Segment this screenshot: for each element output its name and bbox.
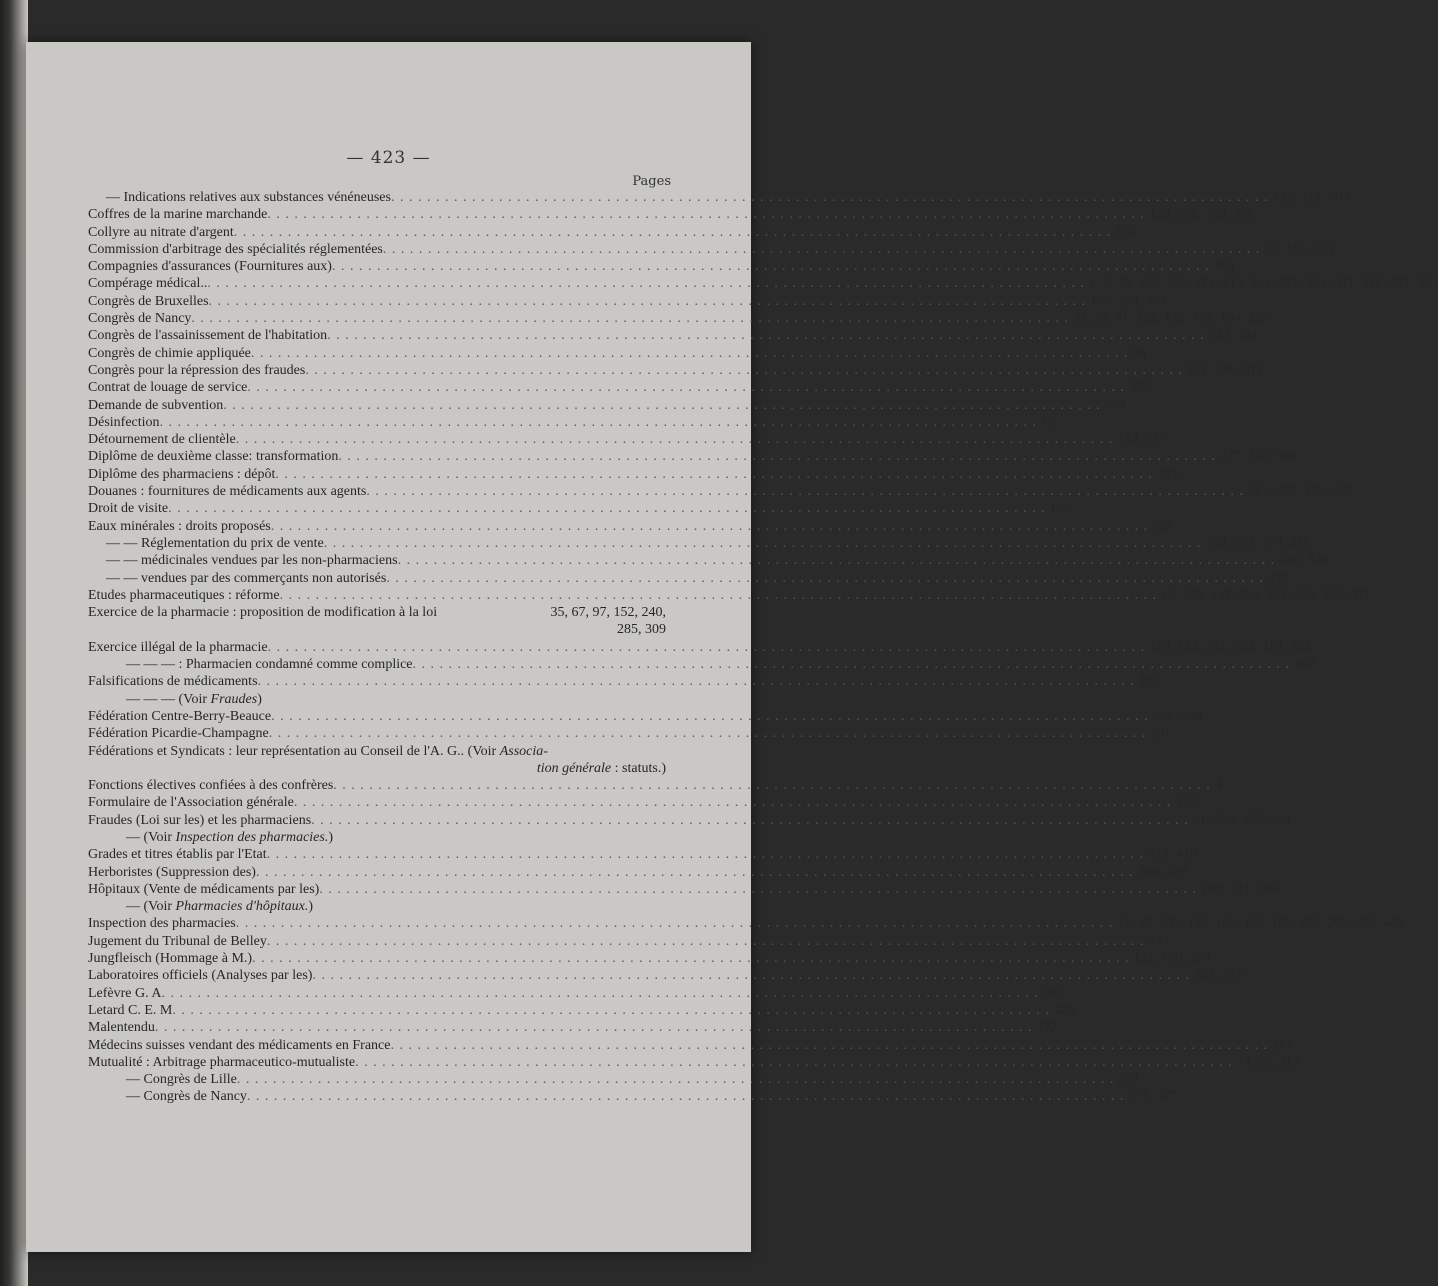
entry-label: Compagnies d'assurances (Fournitures aux) <box>88 259 332 275</box>
dot-leader <box>332 259 1210 275</box>
index-entry <box>88 362 1264 380</box>
index-entry <box>88 518 1174 536</box>
index-entry <box>88 916 1405 933</box>
index-entry <box>88 778 1222 795</box>
entry-pages: 282 <box>1294 657 1316 673</box>
index-entry <box>88 1037 1293 1055</box>
dot-leader <box>269 726 1147 742</box>
entry-pages: 261 <box>1271 1037 1293 1053</box>
index-entry <box>88 466 1178 484</box>
index-entry <box>88 190 1350 207</box>
entry-pages: 51, 350, 377, 408 <box>1192 812 1291 828</box>
entry-pages: 293 <box>1156 466 1178 482</box>
dot-leader <box>256 865 1134 881</box>
entry-label: — (Voir Pharmacies d'hôpitaux.) <box>126 899 314 915</box>
entry-pages: 107 <box>1139 674 1161 690</box>
continuation-text: 285, 309 <box>617 622 666 638</box>
entry-label: Fédération Picardie-Champagne <box>88 726 269 742</box>
entry-pages: 219, 413 <box>1148 847 1198 863</box>
entry-pages: 387 <box>1128 380 1150 396</box>
entry-label: Médecins suisses vendant des médicaments en France <box>88 1037 391 1053</box>
entry-label: — (Voir Inspection des pharmacies.) <box>126 829 334 845</box>
dot-leader <box>191 311 1069 327</box>
entry-pages: 369 <box>1213 259 1235 275</box>
dot-leader <box>390 1038 1268 1054</box>
index-entry <box>88 432 1167 449</box>
entry-label: — — médicinales vendues par les non-pharmaciens <box>106 553 398 569</box>
entry-pages: 317 <box>1175 795 1197 811</box>
index-entry <box>88 449 1297 466</box>
index-entry <box>88 414 1056 432</box>
entry-pages: 260, 320 <box>1279 553 1329 569</box>
index-entry <box>88 207 1254 224</box>
index-entry <box>88 311 1269 328</box>
index-entry <box>88 1002 1075 1020</box>
entry-label: Commission d'arbitrage des spécialités réglementées <box>88 241 383 257</box>
entry-label: Désinfection <box>88 414 160 430</box>
index-entry <box>88 639 1311 657</box>
dot-leader <box>386 571 1264 587</box>
index-entry <box>88 708 1202 726</box>
entry-label: Demande de subvention <box>88 397 224 413</box>
dot-leader <box>280 588 1158 604</box>
entry-label: Douanes : fournitures de médicaments aux agents <box>88 484 367 500</box>
entry-pages: 14, 59, 317 <box>1236 1054 1300 1070</box>
dot-leader <box>271 519 1149 535</box>
index-entry <box>88 293 1168 311</box>
dot-leader <box>236 432 1114 448</box>
entry-pages: 15 <box>1041 414 1056 430</box>
index-entry <box>88 812 1291 830</box>
index-entry <box>88 328 1258 345</box>
entry-pages: 12, 47, 137, 139, 140, 170, 199, 262, 295, 365, 406 <box>1117 916 1405 932</box>
index-entry <box>88 899 666 916</box>
index-entries <box>88 190 1438 1107</box>
entry-pages: 1, 2, 73, 108, 155, 174, 213, 241, 277, 294, 311, 328, 381, 393 <box>1088 276 1438 292</box>
dot-leader <box>267 934 1145 950</box>
dot-leader <box>251 346 1129 362</box>
entry-label: Herboristes (Suppression des) <box>88 864 256 880</box>
index-entry <box>88 224 1137 242</box>
entry-pages: 261, 288, 322, 367 <box>1247 484 1353 500</box>
entry-label: Détournement de clientèle <box>88 432 236 448</box>
entry-label: Letard C. E. M <box>88 1002 173 1018</box>
entry-label: Etudes pharmaceutiques : réforme <box>88 587 280 603</box>
dot-leader <box>234 225 1112 241</box>
entry-pages: 258, 292, 370, 415 <box>1205 535 1311 551</box>
index-entry <box>88 968 1243 985</box>
index-entry <box>88 985 1064 1003</box>
index-entry <box>88 605 666 622</box>
entry-pages: 120, 134, 282, 283, 319, 364 <box>1149 639 1311 655</box>
dot-leader <box>168 501 1046 517</box>
dot-leader <box>327 328 1205 344</box>
entry-label: Congrès de l'assainissement de l'habitation <box>88 328 328 344</box>
dot-leader <box>324 536 1202 552</box>
entry-pages: 291 <box>1118 1072 1140 1088</box>
index-entry <box>88 380 1150 397</box>
dot-leader <box>237 1072 1115 1088</box>
dot-leader <box>338 449 1216 465</box>
index-entry <box>88 1054 1300 1072</box>
index-entry <box>88 726 1172 743</box>
dot-leader <box>398 553 1276 569</box>
dot-leader <box>209 294 1087 310</box>
index-entry <box>88 587 1372 605</box>
entry-pages: 370 <box>1267 570 1289 586</box>
entry-label: Fédération Centre-Berry-Beauce <box>88 708 272 724</box>
dot-leader <box>267 847 1145 863</box>
entry-label: — Congrès de Lille <box>126 1072 237 1088</box>
entry-label: Lefèvre G. A <box>88 985 162 1001</box>
entry-label: Exercice illégal de la pharmacie <box>88 639 268 655</box>
entry-label: Compérage médical.. <box>88 276 208 292</box>
dot-leader <box>155 1020 1033 1036</box>
entry-pages: 420 <box>1053 1002 1075 1018</box>
index-entry <box>88 692 666 709</box>
entry-label: Fédérations et Syndicats : leur représentation au Conseil de l'A. G.. (Voir Associa- <box>88 743 548 759</box>
index-entry <box>88 674 1161 691</box>
index-entry <box>88 1072 1140 1089</box>
index-entry-continuation <box>88 622 666 639</box>
entry-label: Inspection des pharmacies <box>88 916 236 932</box>
entry-pages: 392 <box>1042 985 1064 1001</box>
index-entry <box>88 847 1198 864</box>
dot-leader <box>391 190 1269 206</box>
index-entry <box>88 864 1187 882</box>
dot-leader <box>311 813 1189 829</box>
index-entry-continuation <box>88 761 666 778</box>
index-entry <box>88 535 1311 553</box>
book-binding-edge <box>0 0 28 1286</box>
entry-pages: 223, 364 <box>1208 328 1258 344</box>
entry-label: — Indications relatives aux substances vénéneuses <box>106 190 391 205</box>
entry-pages: 135, 212, 303 <box>1272 190 1350 205</box>
dot-leader <box>275 467 1153 483</box>
entry-pages: 368 <box>1152 518 1174 534</box>
entry-label: Grades et titres établis par l'Etat <box>88 847 267 863</box>
entry-pages: 260, 321, 366 <box>1200 881 1278 897</box>
entry-label: Congrès de Nancy <box>88 311 192 327</box>
dot-leader <box>258 674 1136 690</box>
entry-label: Coffres de la marine marchande <box>88 207 268 223</box>
entry-pages: 364 <box>1104 397 1126 413</box>
dot-leader <box>333 778 1211 794</box>
entry-label: Fonctions électives confiées à des confrères <box>88 778 334 794</box>
entry-label: Diplôme des pharmaciens : dépôt <box>88 466 276 482</box>
entry-label: Exercice de la pharmacie : proposition de modification à la loi <box>88 605 438 621</box>
dot-leader <box>355 1055 1233 1071</box>
entry-pages: 372 <box>1036 1020 1058 1036</box>
index-entry <box>88 501 1071 518</box>
dot-leader <box>312 968 1190 984</box>
dot-leader <box>207 276 1085 292</box>
dot-leader <box>305 363 1183 379</box>
dot-leader <box>247 1089 1125 1105</box>
entry-pages: 138, 286, 308, 366 <box>1148 207 1254 223</box>
dot-leader <box>160 415 1038 431</box>
dot-leader <box>319 882 1197 898</box>
entry-pages: 260, 320 <box>1137 864 1187 880</box>
entry-label: Eaux minérales : droits proposés <box>88 518 271 534</box>
index-entry <box>88 657 1316 674</box>
entry-pages: 94 <box>1132 345 1147 361</box>
entry-label: Jugement du Tribunal de Belley <box>88 933 267 949</box>
entry-pages: 277, 347, 366 <box>1219 449 1297 465</box>
entry-label: Droit de visite <box>88 501 169 517</box>
index-entry <box>88 830 666 847</box>
entry-pages: 35, 67, 97, 152, 240, <box>550 605 666 621</box>
entry-label: Collyre au nitrate d'argent <box>88 224 234 240</box>
entry-label: Diplôme de deuxième classe: transformation <box>88 449 339 465</box>
entry-pages: 127, 136, 317 <box>1186 362 1264 378</box>
entry-label: — — — (Voir Fraudes) <box>126 691 262 707</box>
index-entry <box>88 241 1335 259</box>
entry-label: Congrès de chimie appliquée <box>88 345 251 361</box>
entry-pages: 154 <box>1115 224 1137 240</box>
dot-leader <box>383 242 1261 258</box>
index-page <box>26 42 1438 1252</box>
entry-label: — — Réglementation du prix de vente <box>106 535 324 551</box>
entry-label: Mutualité : Arbitrage pharmaceutico-mutualiste <box>88 1054 356 1070</box>
entry-label: Hôpitaux (Vente de médicaments par les) <box>88 881 320 897</box>
dot-leader <box>366 484 1244 500</box>
dot-leader <box>413 657 1291 673</box>
index-entry <box>88 345 1147 363</box>
entry-label: Contrat de louage de service <box>88 380 248 396</box>
entry-pages: 199 <box>1049 501 1071 517</box>
entry-label: Fraudes (Loi sur les) et les pharmaciens <box>88 812 312 828</box>
index-entry <box>88 553 1329 570</box>
entry-pages: 4 <box>1214 778 1222 794</box>
index-entry <box>88 881 1278 899</box>
entry-label: Falsifications de médicaments <box>88 674 258 690</box>
entry-label: Jungfleisch (Hommage à M.) <box>88 951 253 967</box>
index-entry <box>88 951 1211 968</box>
index-entry <box>88 397 1126 415</box>
entry-pages: 208, 288 <box>1152 708 1202 724</box>
entry-pages: 16, 123, 147, 234, 283, 303, 339, 371 <box>1161 587 1372 603</box>
entry-label: Congrès de Bruxelles <box>88 293 209 309</box>
index-entry <box>88 570 1289 588</box>
index-entry <box>88 276 1438 293</box>
index-entry <box>88 1020 1058 1037</box>
index-entry <box>88 933 1170 951</box>
index-entry <box>88 744 666 761</box>
entry-label: — — — : Pharmacien condamné comme complice <box>126 657 413 673</box>
dot-leader <box>268 640 1146 656</box>
dot-leader <box>223 398 1101 414</box>
entry-pages: 201 <box>1150 726 1172 742</box>
pages-column-label: Pages <box>632 174 671 189</box>
dot-leader <box>236 916 1114 932</box>
dot-leader <box>271 709 1149 725</box>
dot-leader <box>294 795 1172 811</box>
dot-leader <box>161 986 1039 1002</box>
page-number: — 423 — <box>346 148 431 168</box>
entry-label: Formulaire de l'Association générale <box>88 795 294 811</box>
entry-pages: 31, 155, 371 <box>1264 241 1335 257</box>
entry-pages: 33, 55, 71, 122, 130, 164, 194, 225 <box>1072 311 1269 327</box>
entry-label: Congrès pour la répression des fraudes <box>88 362 306 378</box>
entry-pages: 141, 315 <box>1193 968 1243 984</box>
index-entry <box>88 484 1353 501</box>
dot-leader <box>172 1003 1050 1019</box>
continuation-text: tion générale : statuts.) <box>536 760 666 776</box>
index-entry <box>88 259 1235 276</box>
entry-label: Malentendu <box>88 1020 155 1036</box>
entry-pages: 134, 217 <box>1117 432 1167 448</box>
entry-label: — — vendues par des commerçants non autorisés <box>106 570 387 586</box>
entry-pages: 133 <box>1148 933 1170 949</box>
entry-pages: 371, 377 <box>1128 1089 1178 1105</box>
dot-leader <box>267 207 1145 223</box>
index-entry <box>88 1089 1178 1106</box>
dot-leader <box>247 380 1125 396</box>
entry-label: Laboratoires officiels (Analyses par les) <box>88 968 313 984</box>
entry-label: — Congrès de Nancy <box>126 1089 247 1105</box>
entry-pages: 131, 190, 324 <box>1133 951 1211 967</box>
index-entry <box>88 795 1197 812</box>
dot-leader <box>252 951 1130 967</box>
entry-pages: 188, 284, 371 <box>1090 293 1168 309</box>
